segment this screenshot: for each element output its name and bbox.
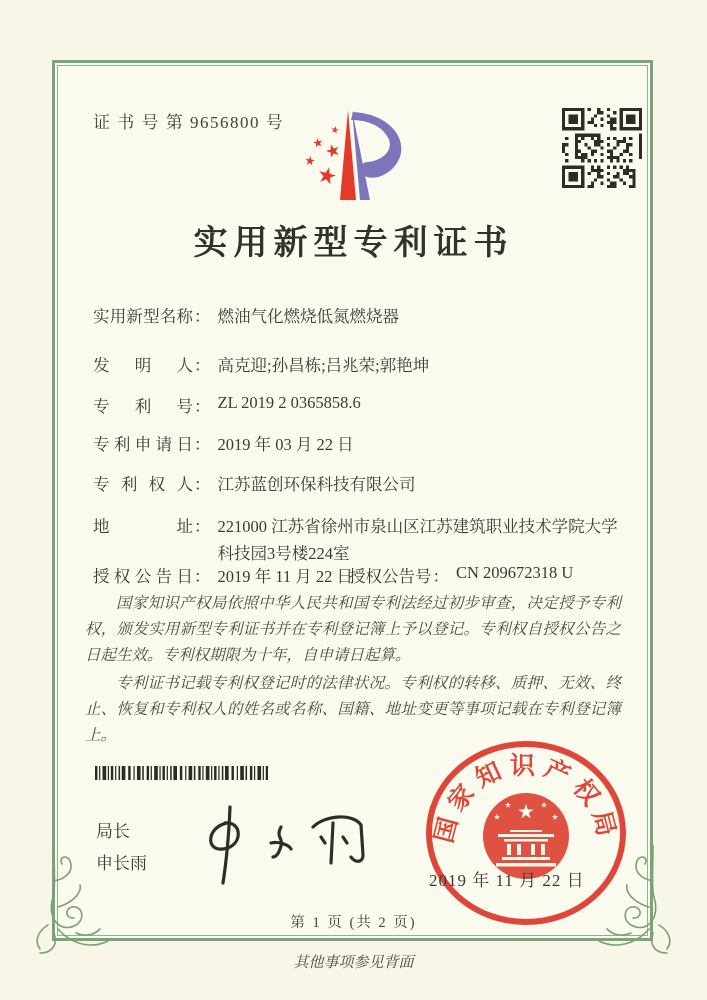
field-colon: ： [194, 517, 211, 536]
field-value-inventor: 高克迎;孙昌栋;吕兆荣;郭艳坤 [217, 356, 430, 375]
seal-date: 2019 年 11 月 22 日 [429, 871, 585, 890]
field-row-patentee [93, 471, 416, 495]
field-value-patent-no: ZL 2019 2 0365858.6 [217, 393, 361, 412]
field-colon: ： [432, 567, 449, 586]
qr-code-icon [562, 108, 642, 188]
field-row-grant [93, 563, 574, 587]
field-colon: ： [194, 307, 211, 326]
field-colon: ： [194, 567, 211, 586]
field-value-address: 221000 江苏省徐州市泉山区江苏建筑职业技术学院大学科技园3号楼224室 [217, 517, 618, 563]
legal-paragraph-1: 国家知识产权局依照中华人民共和国专利法经过初步审查，决定授予专利权，颁发实用新型专利证书并在专利登记簿上予以登记。专利权自授权公告之日起生效。专利权期限为十年，自申请日起算。 [85, 595, 621, 665]
certificate-number: 证 书 号 第 9656800 号 [93, 113, 285, 132]
field-label-grant-no: 授权公告号 [349, 567, 432, 586]
barcode-icon [95, 766, 268, 780]
field-colon: ： [194, 475, 211, 494]
field-value-grant-date: 2019 年 11 月 22 日 [217, 567, 354, 586]
field-label-patent-no: 专利号 [93, 397, 193, 416]
field-label-inventor: 发明人 [93, 356, 193, 375]
handwritten-signature-icon [185, 797, 385, 887]
field-label-name: 实用新型名称 [93, 307, 193, 326]
page-number: 第 1 页 (共 2 页) [290, 915, 417, 931]
field-row-filing-date [93, 431, 354, 455]
field-colon: ： [194, 356, 211, 375]
field-colon: ： [194, 435, 211, 454]
legal-paragraph-2: 专利证书记载专利权登记时的法律状况。专利权的转移、质押、无效、终止、恢复和专利权人的姓名或名称、国籍、地址变更等事项记载在专利登记簿上。 [85, 675, 621, 745]
field-row-patent-no [93, 393, 361, 417]
seal-agency-text: 国家知识产权局 [430, 752, 622, 846]
signer-title: 局长 [96, 822, 130, 841]
field-row-address [93, 513, 620, 567]
field-colon: ： [194, 397, 211, 416]
certificate-title: 实用新型专利证书 [193, 225, 514, 262]
signer-name: 申长雨 [96, 854, 147, 873]
legal-text-block [85, 591, 621, 751]
field-label-grant-date: 授权公告日 [93, 567, 193, 586]
floral-corner-ornament-right-icon [595, 845, 679, 957]
field-value-name: 燃油气化燃烧低氮燃烧器 [217, 307, 399, 326]
field-row-name [93, 303, 399, 327]
field-value-grant-no: CN 209672318 U [456, 563, 574, 582]
cnipa-logo-icon [293, 104, 425, 206]
field-value-filing-date: 2019 年 03 月 22 日 [217, 435, 354, 454]
field-value-patentee: 江苏蓝创环保科技有限公司 [217, 475, 416, 494]
field-row-inventor [93, 352, 429, 376]
floral-corner-ornament-left-icon [28, 845, 112, 957]
field-label-address: 地址 [93, 517, 193, 536]
back-note: 其他事项参见背面 [293, 955, 414, 971]
field-label-filing-date: 专利申请日 [93, 435, 193, 454]
field-grant-no-group [349, 563, 573, 587]
field-label-patentee: 专利权人 [93, 475, 193, 494]
